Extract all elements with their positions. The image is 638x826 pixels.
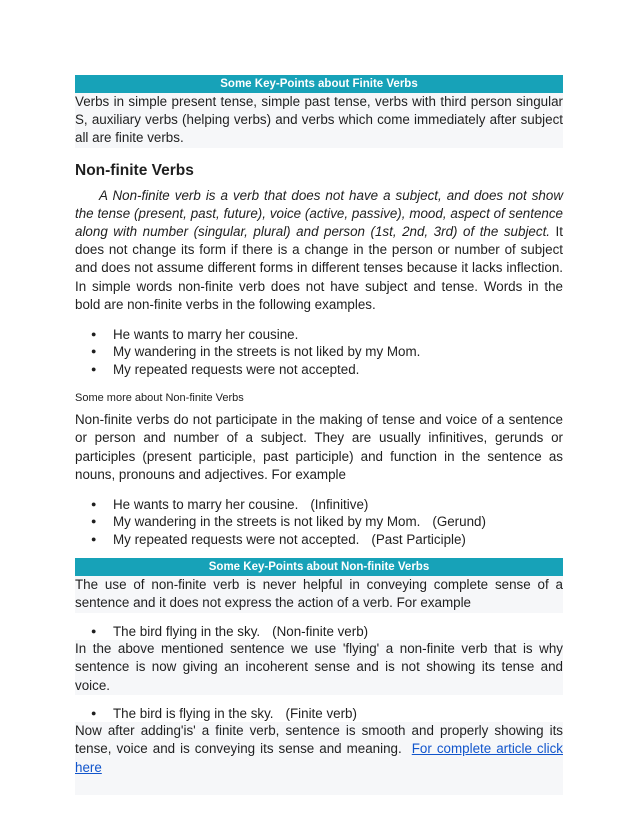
example-text: The bird flying in the sky. [113,623,261,639]
more-about-paragraph: Non-finite verbs do not participate in the making of tense and voice of a sentence or person and number of a subject. They are usually infinitives, gerunds or participles (present participle, past participle) and function in the sentence as nouns, pronouns and adjectives. For example [75,412,563,482]
explanation-box-2 [75,722,563,795]
list-item [113,531,563,548]
definition-italic: A Non-finite verb is a verb that does not have a subject, and does not show the tense (present, past, future), voice (active, passive), mood, aspect of sentence along with number (singular, plural) and person (1st, 2nd, 3rd) of the subject. [75,187,563,240]
use-paragraph: The use of non-finite verb is never helpful in conveying complete sense of a sentence and it does not express the action of a verb. For example [75,577,563,611]
example-list-4 [75,705,563,722]
finite-verbs-box [75,93,563,148]
list-item: ● My repeated requests were not accepted. [113,361,563,378]
explanation-box-1 [75,640,563,695]
use-box [75,576,563,612]
list-item [113,496,563,513]
example-tag: (Non-finite verb) [272,623,369,639]
explanation-text-2: Now after adding'is' a finite verb, sentence is smooth and properly showing its tense, voice and is conveying its sense and meaning. [75,723,563,757]
list-item [113,513,563,530]
example-text: My wandering in the streets is not liked by my Mom. [113,514,421,530]
example-tag: (Finite verb) [285,705,357,721]
definition-rest: It does not change its form if there is a change in the person or number of subject and does not assume different forms in different tenses because it lacks inflection. In simple words non-finite verb does not have subject and tense. Words in the bold are non-finite verbs in the following examples. [75,224,563,312]
example-text: The bird is flying in the sky. [113,705,274,721]
nonfinite-heading: Non-finite Verbs [75,161,194,179]
example-tag: (Past Participle) [371,531,466,547]
list-item [113,705,563,722]
example-tag: (Infinitive) [310,497,369,513]
explanation-paragraph-2 [75,722,563,777]
nonfinite-verbs-banner: Some Key-Points about Non-finite Verbs [75,558,563,576]
more-about-heading: Some more about Non-finite Verbs [75,392,244,405]
finite-verbs-paragraph: Verbs in simple present tense, simple past tense, verbs with third person singular S, auxiliary verbs (helping verbs) and verbs which come immediately after subject all are finite verbs. [75,94,563,146]
nonfinite-definition [75,187,563,314]
example-text: My repeated requests were not accepted. [113,531,360,547]
list-item: ● My wandering in the streets is not liked by my Mom. [113,343,563,360]
explanation-paragraph-1: In the above mentioned sentence we use 'flying' a non-finite verb that is why sentence is now giving an incoherent sense and is not showing its tense and voice. [75,641,563,693]
example-text: He wants to marry her cousine. [113,497,299,513]
example-list-2 [75,496,563,548]
complete-article-link[interactable]: For complete article click here [75,741,563,775]
list-item: ● He wants to marry her cousine. [113,326,563,343]
example-tag: (Gerund) [432,514,486,530]
example-list-1 [75,326,563,378]
document-page [75,75,563,795]
finite-verbs-banner: Some Key-Points about Finite Verbs [75,75,563,93]
list-item [113,623,563,640]
example-list-3 [75,623,563,640]
